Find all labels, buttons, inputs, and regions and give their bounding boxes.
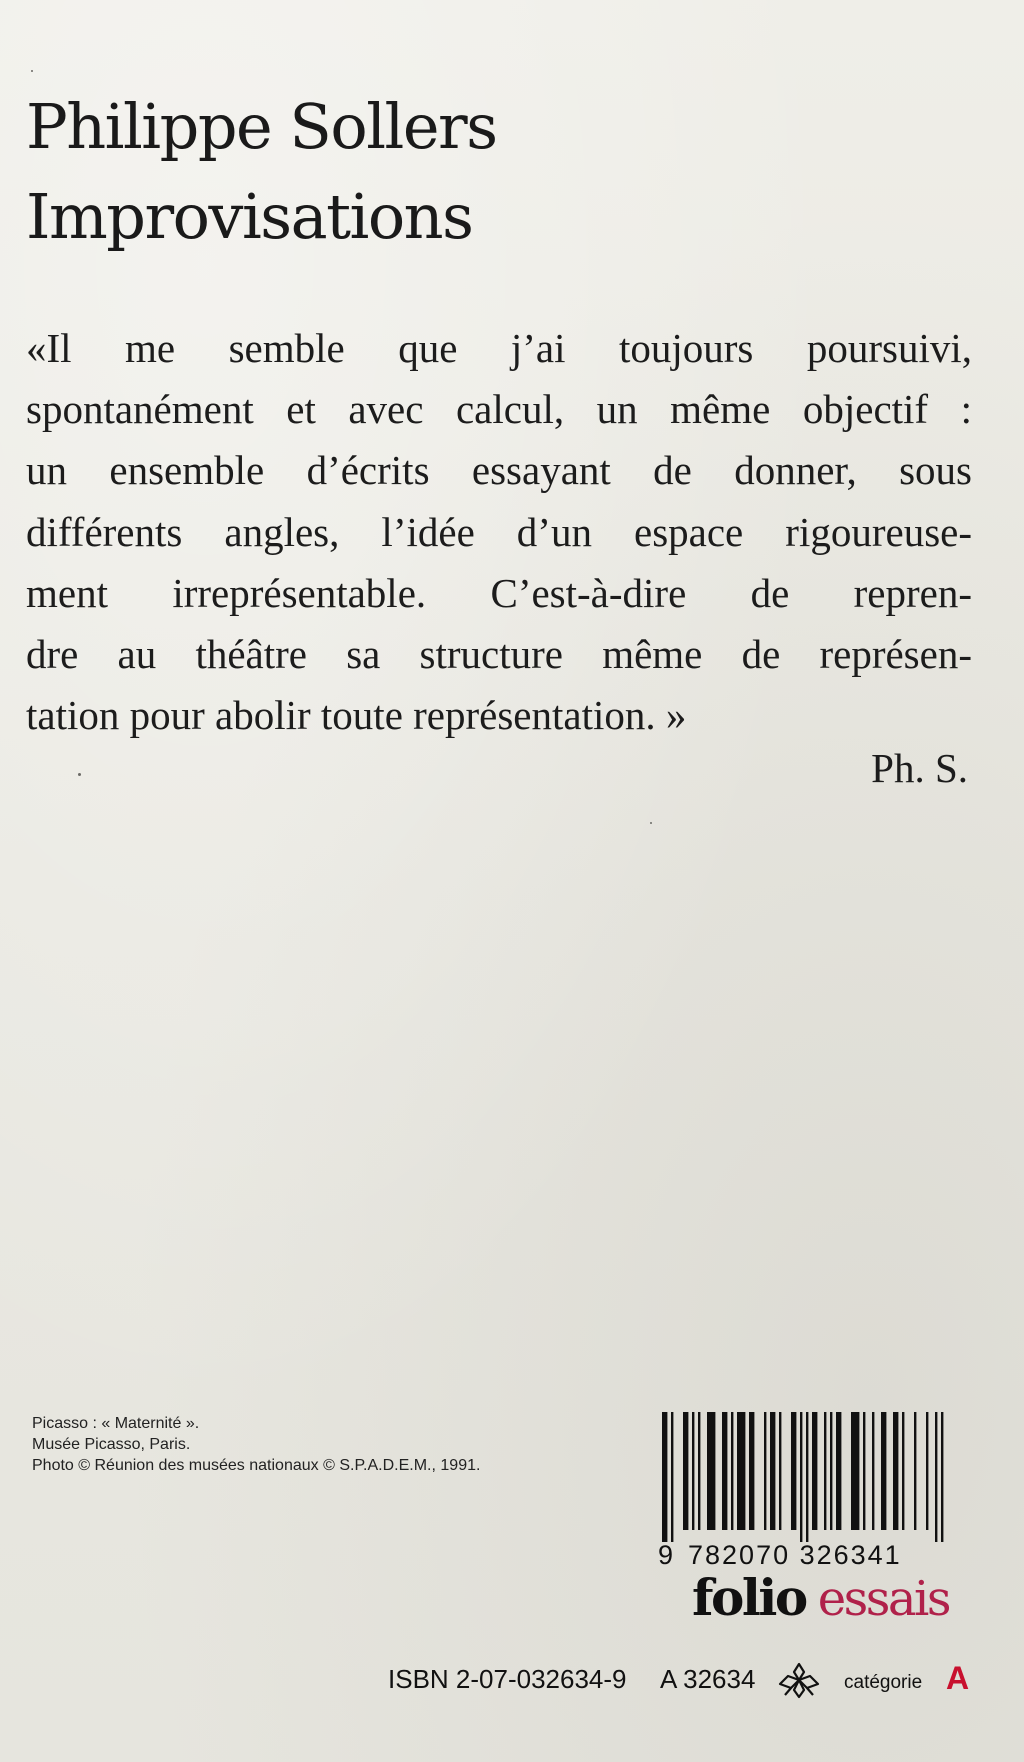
- barcode-bar: [872, 1412, 874, 1530]
- barcode-bar: [851, 1412, 859, 1530]
- barcode-bar: [683, 1412, 688, 1530]
- barcode-bar: [779, 1412, 781, 1530]
- barcode-bar: [722, 1412, 727, 1530]
- book-title: Improvisations: [26, 180, 473, 253]
- barcode-bar: [941, 1412, 943, 1542]
- quote-line: ment irreprésentable. C’est-à-dire de repren-: [26, 569, 972, 616]
- barcode-bar: [836, 1412, 841, 1530]
- category-letter: A: [946, 1660, 970, 1696]
- barcode-bar: [764, 1412, 766, 1530]
- publisher-info: [388, 1660, 978, 1700]
- barcode-bar: [914, 1412, 916, 1530]
- quote-line: spontanément et avec calcul, un même objectif :: [26, 386, 972, 433]
- barcode-number: 782070 326341: [688, 1540, 902, 1570]
- barcode-prefix-digit: 9: [658, 1540, 676, 1570]
- barcode: [658, 1412, 974, 1571]
- barcode-bar: [698, 1412, 700, 1530]
- paper-speck: [650, 822, 652, 824]
- credit-line: Photo © Réunion des musées nationaux © S.P.A.D.E.M., 1991.: [32, 1457, 481, 1474]
- folio-essais-logo: [692, 1568, 949, 1627]
- barcode-bar: [824, 1412, 826, 1530]
- quote-signature: Ph. S.: [871, 745, 968, 791]
- barcode-bar: [770, 1412, 775, 1530]
- author-name: Philippe Sollers: [26, 90, 497, 163]
- barcode-bar: [791, 1412, 796, 1530]
- barcode-bar: [737, 1412, 745, 1530]
- barcode-bar: [707, 1412, 715, 1530]
- barcode-bar: [935, 1412, 937, 1542]
- quote-line: différents angles, l’idée d’un espace rigoureuse-: [26, 508, 972, 555]
- barcode-bars: [658, 1412, 974, 1542]
- barcode-bar: [830, 1412, 832, 1530]
- barcode-bar: [671, 1412, 673, 1542]
- barcode-bar: [893, 1412, 898, 1530]
- barcode-bar: [902, 1412, 904, 1530]
- barcode-bar: [731, 1412, 733, 1530]
- blurb-quote: [26, 318, 972, 746]
- reference-code: A 32634: [660, 1664, 756, 1694]
- quote-line: un ensemble d’écrits essayant de donner, sous: [26, 447, 972, 494]
- barcode-bar: [749, 1412, 754, 1530]
- category-label: catégorie: [844, 1672, 923, 1693]
- book-header: [26, 82, 497, 262]
- quote-line: tation pour abolir toute représentation. »: [26, 692, 687, 739]
- barcode-bar: [692, 1412, 694, 1530]
- barcode-digits: [658, 1540, 974, 1571]
- barcode-bar: [863, 1412, 865, 1530]
- barcode-bar: [662, 1412, 667, 1542]
- credit-line: Picasso : « Maternité ».: [32, 1415, 200, 1432]
- paper-speck: [78, 773, 81, 776]
- barcode-bar: [806, 1412, 808, 1542]
- collection-name: folio: [692, 1568, 806, 1627]
- image-credits: [32, 1413, 480, 1476]
- quote-line: «Il me semble que j’ai toujours poursuivi,: [26, 325, 972, 371]
- barcode-bar: [812, 1412, 817, 1530]
- gallimard-emblem-icon: [772, 1660, 826, 1705]
- collection-series: essais: [817, 1571, 949, 1627]
- barcode-bar: [881, 1412, 886, 1530]
- credit-line: Musée Picasso, Paris.: [32, 1436, 191, 1453]
- paper-speck: [31, 70, 33, 72]
- barcode-bar: [926, 1412, 928, 1530]
- isbn: ISBN 2-07-032634-9: [388, 1664, 627, 1694]
- quote-line: dre au théâtre sa structure même de représen-: [26, 630, 972, 677]
- barcode-bar: [800, 1412, 802, 1542]
